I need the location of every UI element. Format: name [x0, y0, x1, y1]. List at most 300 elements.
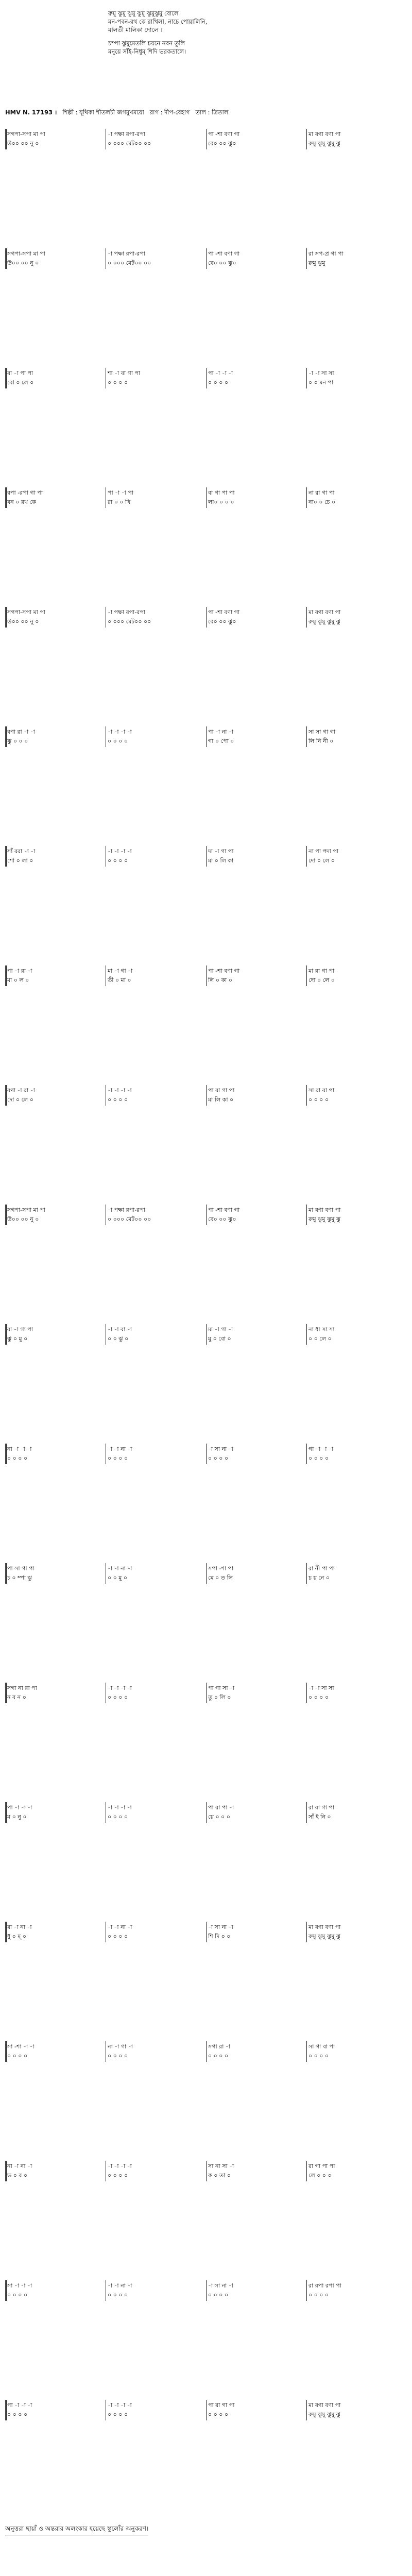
notation-cell	[206, 2041, 306, 2062]
notation-cell	[206, 1324, 306, 1345]
bar-line	[5, 846, 7, 867]
notation-cell	[306, 487, 407, 508]
lyric-syllables: ০ ০০০ মেট০০ ০০	[108, 1216, 151, 1223]
lyric-syllables: মু ০ বো ০	[208, 1335, 231, 1342]
bar-line	[306, 368, 307, 388]
swara-notes: পা -া -া পা	[108, 489, 133, 496]
bar-line	[306, 607, 307, 628]
notation-cell	[5, 965, 106, 986]
notation-cell	[206, 607, 306, 628]
swara-notes: বণা রা -া -া	[7, 728, 35, 735]
notation-cell	[306, 1085, 407, 1106]
notation-cell	[306, 2280, 407, 2301]
notation-cell	[106, 248, 206, 269]
lyric-syllables: ০ ০ ঝু ০	[108, 1335, 129, 1342]
bar-line	[5, 2161, 7, 2181]
lyric-syllables: ০ ০ ০ ০	[108, 2172, 128, 2179]
lyric-syllables: রুমু ঝুমু ঝুমু ঝু	[308, 618, 341, 625]
bar-line	[206, 2280, 207, 2301]
notation-cell	[206, 1205, 306, 1225]
lyric-syllables: উ০০ ০০ নু ০	[7, 140, 39, 147]
notation-cell	[106, 607, 206, 628]
swara-notes: মা বণা বণা পা	[308, 609, 341, 616]
swara-notes: -া সা না -া	[208, 1446, 233, 1452]
swara-notes: মা বণা বণা পা	[308, 2402, 341, 2409]
swara-notes: -া -া -া -া	[108, 728, 132, 735]
notation-row	[5, 1324, 407, 1345]
lyric-syllables: ০ ০ ০ ০	[308, 1096, 329, 1103]
swara-notes: -া -া -া -া	[108, 1087, 132, 1094]
lyric-syllables: বে০ ০০ ঝু০	[208, 1216, 236, 1223]
lyric-syllables: ০ ০ মু ০	[108, 1574, 128, 1581]
notation-cell	[206, 368, 306, 388]
notation-row	[5, 1563, 407, 1584]
notation-cell	[306, 1444, 407, 1464]
notation-cell	[5, 2161, 106, 2181]
notation-cell	[5, 1444, 106, 1464]
swara-notes: পা -শা বণা গা	[208, 250, 240, 257]
swara-notes: মা -া গা -া	[108, 968, 133, 974]
lyric-syllables: ০ ০ ০ ০	[108, 738, 128, 744]
notation-cell	[5, 607, 106, 628]
bar-line	[306, 1802, 307, 1823]
lyric-syllables: দো ০ লে ০	[308, 977, 335, 984]
swara-notes: সা না সা -া	[208, 2163, 234, 2170]
lyric-syllables: ০ ০ ০ ০	[108, 1933, 128, 1940]
bar-line	[306, 1563, 307, 1584]
bar-line	[5, 1205, 7, 1225]
bar-line	[5, 248, 7, 269]
swara-notes: পা -া না -া	[208, 728, 234, 735]
swara-notes: রা -া না -া	[7, 1924, 32, 1930]
bar-line	[306, 248, 307, 269]
lyric-syllables: মা ০ লি কা	[208, 857, 234, 864]
swara-notes: পা রা পা -া	[208, 1804, 234, 1811]
notation-cell	[106, 1444, 206, 1464]
swara-notes: মা -া গা -া	[208, 1326, 233, 1333]
notation-row	[5, 129, 407, 149]
notation-cell	[5, 1922, 106, 1942]
lyric-syllables: বে০ ০০ ঝু০	[208, 260, 236, 266]
lyric-syllables: বন ০ রথ কে	[7, 499, 36, 505]
swara-notes: পা -া -া -া	[7, 1804, 32, 1811]
bar-line	[206, 1922, 207, 1942]
bar-line	[5, 1444, 7, 1464]
bar-line	[306, 129, 307, 149]
taal-label: তাল : ত্রিতাল	[195, 109, 229, 116]
lyric-syllables: ক ০ তা ০	[208, 2172, 231, 2179]
notation-cell	[306, 965, 407, 986]
notation-cell	[5, 2280, 106, 2301]
bar-line	[5, 1563, 7, 1584]
notation-cell	[206, 129, 306, 149]
bar-line	[206, 726, 207, 747]
lyric-syllables: তী ০ মা ০	[108, 977, 131, 984]
notation-cell	[306, 2161, 407, 2181]
swara-notes: মা বণা বণা পা	[308, 131, 341, 138]
swara-notes: -া সা না -া	[208, 2282, 233, 2289]
notation-cell	[206, 248, 306, 269]
notation-cell	[306, 368, 407, 388]
lyric-syllables: ঝু ০ ০ ০	[7, 738, 28, 744]
swara-notes: শা -া বা গা পা	[108, 370, 141, 377]
bar-line	[206, 846, 207, 867]
notation-cell	[5, 129, 106, 149]
lyric-syllables: ০ ০ ০ ০	[208, 2411, 229, 2418]
notation-cell	[106, 2161, 206, 2181]
swara-notes: রা রপা রপা পা	[308, 2282, 341, 2289]
lyric-syllables: লে ০ ০ ০	[308, 2172, 332, 2179]
notation-cell	[5, 1802, 106, 1823]
notation-cell	[206, 726, 306, 747]
swara-notes: -া -া সা সা	[308, 370, 334, 377]
bar-line	[206, 607, 207, 628]
bar-line	[206, 129, 207, 149]
lyric-syllables: শো ০ লা ০	[7, 857, 33, 864]
bar-line	[5, 2400, 7, 2420]
lyric-syllables: উ০০ ০০ নু ০	[7, 618, 39, 625]
lyric-syllables: ০ ০ ০ ০	[208, 2053, 229, 2059]
notation-cell	[306, 726, 407, 747]
notation-cell	[306, 1922, 407, 1942]
lyric-syllables: সাঁ ই নি ০	[308, 1814, 331, 1820]
swara-notes: পা রা গা পা	[208, 1087, 235, 1094]
swara-notes: রপা -রপা গা পা	[7, 489, 43, 496]
notation-cell	[106, 1922, 206, 1942]
bar-line	[306, 2280, 307, 2301]
lyric-syllables: ০ ০ ০ ০	[108, 1694, 128, 1701]
swara-notes: -া -া না -া	[108, 1565, 132, 1572]
swara-notes: সগপা-সপা মা পা	[7, 131, 45, 138]
bar-line	[5, 1324, 7, 1345]
notation-cell	[206, 1802, 306, 1823]
swara-notes: -া -া -া -া	[108, 1804, 132, 1811]
bar-line	[206, 1563, 207, 1584]
lyric-syllables: দো ০ লে ০	[7, 1096, 33, 1103]
lyric-syllables: ০ ০ ০ ০	[308, 2292, 329, 2298]
lyric-syllables: ০ ০ ০ ০	[7, 1455, 28, 1462]
lyric-syllables: লি নি নী ০	[308, 738, 334, 744]
swara-notes: না পা পদা পা	[308, 848, 338, 855]
lyric-syllables: ০ ০ ০ ০	[308, 1694, 329, 1701]
notation-cell	[5, 1324, 106, 1345]
swara-notes: সা রা বা পা	[308, 1087, 335, 1094]
lyric-syllables: ম ০ নু ০	[7, 1814, 27, 1820]
notation-cell	[5, 248, 106, 269]
bar-line	[5, 368, 7, 388]
bar-line	[5, 726, 7, 747]
bar-line	[5, 1802, 7, 1823]
bar-line	[206, 1802, 207, 1823]
bar-line	[306, 2400, 307, 2420]
notation-cell	[206, 1085, 306, 1106]
swara-notes: পা -া -া -া	[208, 370, 233, 377]
lyric-syllables: মা লি কা ০	[208, 1096, 234, 1103]
swara-notes: সগপা-সপা মা পা	[7, 609, 45, 616]
bar-line	[206, 2041, 207, 2062]
notation-cell	[206, 2161, 306, 2181]
notation-cell	[306, 1563, 407, 1584]
notation-cell	[106, 1802, 206, 1823]
bar-line	[306, 965, 307, 986]
notation-cell	[206, 1922, 306, 1942]
bar-line	[206, 1324, 207, 1345]
bar-line	[306, 1683, 307, 1703]
notation-cell	[306, 1324, 407, 1345]
lyric-syllables: রুমু ঝুমু	[308, 260, 325, 266]
notation-cell	[206, 1683, 306, 1703]
lyric-syllables: লি ০ কা ০	[208, 977, 233, 984]
swara-notes: -া -া না -া	[108, 2282, 132, 2289]
bar-line	[306, 726, 307, 747]
swara-notes: রা রা গা পা	[308, 1804, 335, 1811]
notation-row	[5, 368, 407, 388]
notation-row	[5, 487, 407, 508]
swara-notes: -া পক্ষা রপা-রপা	[108, 1207, 146, 1213]
lyric-syllables: চ য় নে ০	[308, 1574, 330, 1581]
swara-notes: সগপা-সপা মা পা	[7, 250, 45, 257]
swara-notes: রা গা পা পা	[308, 2163, 335, 2170]
lyric-syllables: মা ০ ল ০	[7, 977, 29, 984]
swara-notes: দা -া গা পা	[208, 848, 234, 855]
notation-cell	[306, 129, 407, 149]
swara-notes: পা গা সা -া	[208, 1685, 235, 1691]
lyric-syllables: ০ ০ ০ ০	[208, 1455, 229, 1462]
swara-notes: সা -শা -া -া	[7, 2043, 35, 2050]
lyric-syllables: রুমু ঝুমু ঝুমু ঝু	[308, 1216, 341, 1223]
notation-cell	[106, 2280, 206, 2301]
bar-line	[306, 1444, 307, 1464]
lyric-syllables: ০ ০ ০ ০	[308, 1455, 329, 1462]
swara-notes: না -া না -া	[7, 2163, 32, 2170]
swara-notes: রা সপ-প্র গা পা	[308, 250, 344, 257]
notation-cell	[106, 965, 206, 986]
lyric-line: মালতী মালিকা দোলে ।	[108, 26, 163, 33]
bar-line	[206, 1085, 207, 1106]
bar-line	[5, 1922, 7, 1942]
lyric-syllables: য়ে ০ ০ ০	[208, 1814, 230, 1820]
antara-title: অনুত্তরা ছায়াঁ ও অন্তরার অলংকার হয়েছে স্কুলোঁর অনুকরণ।	[5, 2524, 148, 2535]
swara-notes: মা বণা বণা পা	[308, 1207, 341, 1213]
lyric-line: মন-পবন-রথ কে রাখিলা, নাচে পোয়ালিনি,	[108, 18, 208, 25]
notation-row	[5, 248, 407, 269]
swara-notes: -া -া বা -া	[108, 1326, 132, 1333]
lyric-syllables: ০ ০ ০ ০	[7, 2411, 28, 2418]
lyric-syllables: শি দি ০ ০	[208, 1933, 231, 1940]
bar-line	[206, 1205, 207, 1225]
lyric-syllables: ০ ০ ০ ০	[108, 2053, 128, 2059]
swara-notes: মা রা গা পা	[308, 968, 335, 974]
bar-line	[5, 607, 7, 628]
swara-notes: গা -া -া -া	[308, 1446, 334, 1452]
bar-line	[5, 487, 7, 508]
notation-cell	[5, 1205, 106, 1225]
swara-notes: মা বণা বণা পা	[308, 1924, 341, 1930]
swara-notes: পা -শা বণা গা	[208, 1207, 240, 1213]
notation-row	[5, 2041, 407, 2062]
swara-notes: না ধা সা সা	[308, 1326, 335, 1333]
notation-row	[5, 2280, 407, 2301]
lyric-syllables: ০ ০ ০ ০	[7, 2292, 28, 2298]
notation-cell	[106, 1324, 206, 1345]
swara-notes: -া পক্ষা রপা-রপা	[108, 131, 146, 138]
swara-notes: -া -া -া -া	[108, 2402, 132, 2409]
lyric-syllables: না০ ০ চে ০	[308, 499, 336, 505]
notation-cell	[5, 1683, 106, 1703]
bar-line	[206, 2161, 207, 2181]
swara-notes: পা -শা বণা গা	[208, 609, 240, 616]
swara-notes: সগা না রা পা	[7, 1685, 37, 1691]
notation-row	[5, 1085, 407, 1106]
notation-cell	[106, 726, 206, 747]
notation-cell	[206, 487, 306, 508]
lyric-line: চম্পা ঝুমুমেতলি চয়নে নবন তুলি	[108, 40, 185, 47]
notation-cell	[306, 2041, 407, 2062]
swara-notes: সগা রা -া	[208, 2043, 230, 2050]
bar-line	[306, 2041, 307, 2062]
swara-notes: -া সা না -া	[208, 1924, 233, 1930]
lyric-syllables: ০ ০ ০ ০	[108, 1455, 128, 1462]
lyric-syllables: ০ ০ ০ ০	[108, 1096, 128, 1103]
lyric-syllables: ০ ০০০ মেট০০ ০০	[108, 618, 151, 625]
swara-notes: -া পক্ষা রপা-রপা	[108, 250, 146, 257]
swara-notes: -া পক্ষা রপা-রপা	[108, 609, 146, 616]
swara-notes: বণা -া রা -া	[7, 1087, 35, 1094]
bar-line	[206, 1444, 207, 1464]
swara-notes: না রা গা পা	[308, 489, 335, 496]
lyric-syllables: দো ০ লে ০	[308, 857, 335, 864]
bar-line	[5, 1683, 7, 1703]
swara-notes: -া -া -া -া	[108, 848, 132, 855]
lyric-syllables: ০ ০ ০ ০	[108, 2411, 128, 2418]
swara-notes: সাঁ ররা -া -া	[7, 848, 36, 855]
lyric-syllables: ০ ০ ০ ০	[108, 1814, 128, 1820]
lyric-syllables: গা ০ পো ০	[208, 738, 234, 744]
lyric-syllables: ০ ০ ০ ০	[208, 379, 229, 386]
lyric-line: মনুয়ে সাঁই-নিধুম্ শিদি ভরকতালে।	[108, 48, 186, 55]
swara-notes: -া -া -া -া	[108, 1685, 132, 1691]
notation-cell	[206, 846, 306, 867]
lyric-syllables: রুমু ঝুমু ঝুমু ঝু	[308, 2411, 341, 2418]
swara-notes: পা রা গা পা	[208, 2402, 235, 2409]
swara-notes: পা -শা বণা গা	[208, 968, 240, 974]
lyric-syllables: রুমু ঝুমু ঝুমু ঝু	[308, 140, 341, 147]
lyric-syllables: রুমু ঝুমু ঝুমু ঝু	[308, 1933, 341, 1940]
notation-row	[5, 2161, 407, 2181]
swara-notes: সা -া -া -া	[7, 2282, 32, 2289]
catalog-number: HMV N. 17193 ।	[5, 109, 57, 116]
notation-row	[5, 607, 407, 628]
swara-notes: রা নী পা পা	[308, 1565, 335, 1572]
notation-cell	[106, 1683, 206, 1703]
notation-cell	[106, 1205, 206, 1225]
lyric-syllables: মে ০ ত লি	[208, 1574, 233, 1581]
notation-cell	[306, 248, 407, 269]
notation-cell	[106, 2041, 206, 2062]
notation-cell	[306, 846, 407, 867]
notation-cell	[5, 1085, 106, 1106]
notation-cell	[106, 487, 206, 508]
lyric-syllables: ০ ০ ০ ০	[108, 857, 128, 864]
swara-notes: সগপা-সপা মা পা	[7, 1207, 45, 1213]
bar-line	[206, 2400, 207, 2420]
notation-cell	[306, 607, 407, 628]
notation-cell	[206, 965, 306, 986]
bar-line	[5, 965, 7, 986]
notation-cell	[5, 487, 106, 508]
notation-cell	[106, 846, 206, 867]
swara-notes: সা সা গা গা	[308, 728, 336, 735]
notation-row	[5, 726, 407, 747]
notation-cell	[206, 2400, 306, 2420]
notation-cell	[206, 1563, 306, 1584]
notation-cell	[5, 846, 106, 867]
lyric-syllables: ০ ০ ০ ০	[308, 2053, 329, 2059]
bar-line	[306, 846, 307, 867]
lyric-syllables: ন ব ন ০	[7, 1694, 26, 1701]
notation-row	[5, 1683, 407, 1703]
lyric-syllables: উ০০ ০০ নু ০	[7, 260, 39, 266]
notation-row	[5, 965, 407, 986]
bar-line	[5, 1085, 7, 1106]
lyric-syllables: ০ ০০০ মেট০০ ০০	[108, 260, 151, 266]
notation-cell	[306, 1683, 407, 1703]
lyric-syllables: ০ ০ লে ০	[308, 1335, 332, 1342]
swara-notes: সা গা বা পা	[308, 2043, 335, 2050]
lyric-syllables: ভ ০ র ০	[7, 2172, 28, 2179]
notation-cell	[5, 2041, 106, 2062]
notation-cell	[106, 1563, 206, 1584]
swara-notes: পা -া রা -া	[7, 968, 32, 974]
lyric-syllables: ধু ০ ম্ ০	[7, 1933, 27, 1940]
lyric-syllables: বে০ ০০ ঝু০	[208, 618, 236, 625]
lyrics-block	[108, 9, 324, 56]
notation-cell	[5, 726, 106, 747]
swara-notes: -া -া সা সা	[308, 1685, 334, 1691]
lyric-line: রুমু ঝুমু ঝুমু ঝুমু ঝুমুঝুমু বোলে	[108, 10, 179, 17]
bar-line	[5, 2041, 7, 2062]
swara-notes: রা -া পা পা	[7, 370, 33, 377]
lyric-syllables: ঝু ০ মু ০	[7, 1335, 28, 1342]
lyric-syllables: বো ০ লে ০	[7, 379, 34, 386]
lyric-syllables: ০ ০০০ মেট০০ ০০	[108, 140, 151, 147]
notation-row	[5, 1444, 407, 1464]
bar-line	[206, 487, 207, 508]
notation-row	[5, 1922, 407, 1942]
lyric-syllables: তু ০ লি ০	[208, 1694, 231, 1701]
notation-cell	[5, 2400, 106, 2420]
swara-notes: -া -া -া -া	[108, 2163, 132, 2170]
swara-notes: পা -া -া -া	[7, 2402, 32, 2409]
notation-cell	[306, 2400, 407, 2420]
notation-cell	[106, 2400, 206, 2420]
swara-notes: না -া -া -া	[7, 1446, 32, 1452]
notation-cell	[206, 2280, 306, 2301]
bar-line	[5, 2280, 7, 2301]
swara-notes: -া -া না -া	[108, 1924, 132, 1930]
notation-cell	[106, 129, 206, 149]
lyric-syllables: ০ ০ ০ ০	[208, 2292, 229, 2298]
swara-notes: সপা -শা পা	[208, 1565, 234, 1572]
bar-line	[306, 1085, 307, 1106]
swara-notes: না -া গা -া	[108, 2043, 133, 2050]
bar-line	[306, 1324, 307, 1345]
notation-cell	[5, 1563, 106, 1584]
singer-credit: শিল্পী : যূথিকা শীতলচী জগমুখময়ো	[62, 109, 144, 116]
notation-row	[5, 1205, 407, 1225]
swara-notes: বা -া গা পা	[7, 1326, 33, 1333]
lyric-syllables: উ০০ ০০ নু ০	[7, 1216, 39, 1223]
